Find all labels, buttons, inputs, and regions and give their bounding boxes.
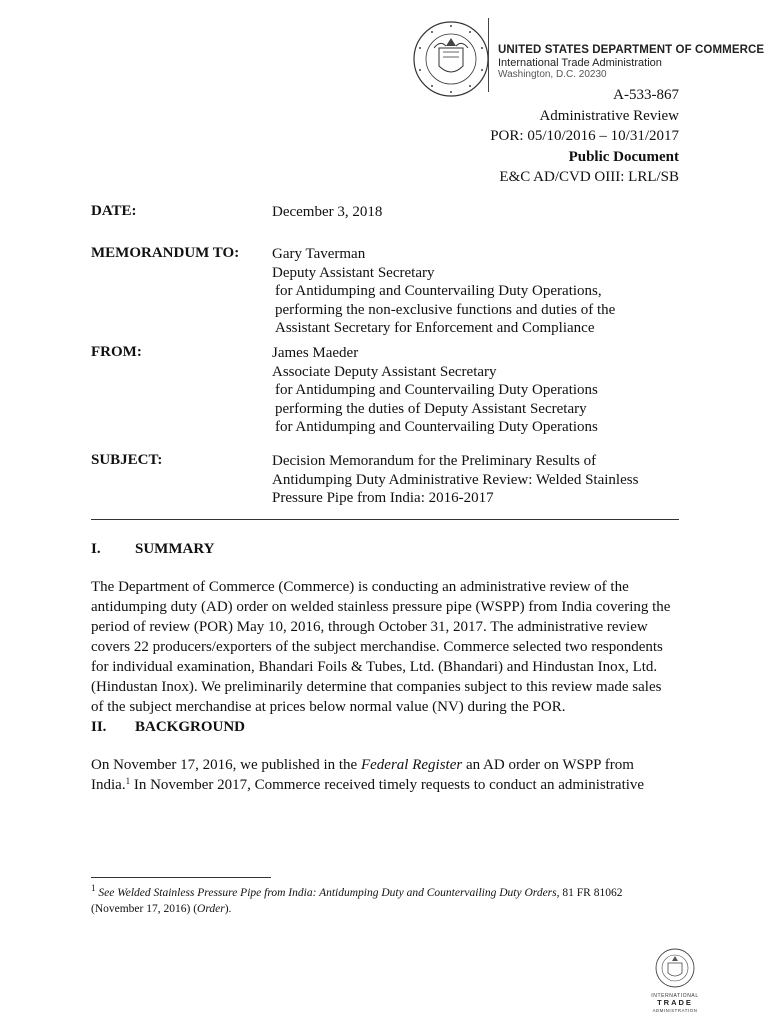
paragraph-line: covers 22 producers/exporters of the subject merchandise. Commerce selected two respondents <box>91 639 663 655</box>
section-heading-summary <box>91 541 214 558</box>
to-line: performing the non-exclusive functions and duties of the <box>275 301 616 318</box>
footnote-number: 1 <box>91 883 96 893</box>
period-of-review: POR: 05/10/2016 – 10/31/2017 <box>490 128 679 144</box>
background-paragraph <box>91 755 686 795</box>
subject-line: Antidumping Duty Administrative Review: Welded Stainless <box>272 471 639 488</box>
department-of-commerce-seal-icon <box>410 18 492 100</box>
document-classification: Public Document <box>568 148 679 165</box>
from-line: for Antidumping and Countervailing Duty Operations <box>275 382 598 399</box>
agency-unit: International Trade Administration <box>498 56 662 69</box>
office-code: E&C AD/CVD OIII: LRL/SB <box>499 169 679 185</box>
paragraph-line: for individual examination, Bhandari Foils & Tubes, Ltd. (Bhandari) and Hindustan Inox, Ltd. <box>91 659 658 675</box>
from-line: performing the duties of Deputy Assistant Secretary <box>275 400 587 417</box>
agency-address: Washington, D.C. 20230 <box>498 69 607 80</box>
subject-line: Pressure Pipe from India: 2016-2017 <box>272 490 494 507</box>
to-line: Deputy Assistant Secretary <box>272 264 435 281</box>
paragraph-line: India.$^1$ In November 2017, Commerce received timely requests to conduct an administrative <box>91 776 645 793</box>
summary-paragraph <box>91 577 686 717</box>
logo-line-3: ADMINISTRATION <box>652 1008 698 1013</box>
header-divider <box>488 18 489 92</box>
memorandum-to-label: MEMORANDUM TO: <box>91 245 240 261</box>
logo-line-1: INTERNATIONAL <box>651 993 699 999</box>
date-label: DATE: <box>91 203 137 219</box>
agency-name: UNITED STATES DEPARTMENT OF COMMERCE <box>498 44 765 56</box>
subject-line: Decision Memorandum for the Preliminary Results of <box>272 453 597 469</box>
reference-block <box>490 85 679 188</box>
agency-block <box>498 44 764 82</box>
logo-line-2: TRADE <box>657 998 693 1007</box>
paragraph-line: period of review (POR) May 10, 2016, through October 31, 2017. The administrative review <box>91 619 648 635</box>
subject-label: SUBJECT: <box>91 452 163 468</box>
footnote-divider <box>91 877 271 878</box>
footnote <box>91 885 622 917</box>
subject-value <box>272 452 638 508</box>
footnote-reference[interactable]: 1 <box>125 776 131 786</box>
paragraph-line: (Hindustan Inox). We preliminarily determine that companies subject to this review made sales <box>91 679 662 695</box>
paragraph-line: antidumping duty (AD) order on welded stainless pressure pipe (WSPP) from India covering the <box>91 599 671 615</box>
section-number: I. <box>91 541 101 557</box>
to-line: Gary Taverman <box>272 246 366 262</box>
memorandum-to-value <box>272 245 615 338</box>
from-line: James Maeder <box>272 345 359 361</box>
date-value: December 3, 2018 <box>272 204 383 220</box>
to-line: for Antidumping and Countervailing Duty Operations, <box>275 283 602 300</box>
from-label: FROM: <box>91 344 142 360</box>
to-line: Assistant Secretary for Enforcement and Compliance <box>275 320 595 337</box>
paragraph-line: The Department of Commerce (Commerce) is conducting an administrative review of the <box>91 579 629 595</box>
ita-logo-icon <box>643 946 707 1016</box>
paragraph-line: of the subject merchandise at prices below normal value (NV) during the POR. <box>91 699 566 715</box>
footnote-line: $^1$ See Welded Stainless Pressure Pipe from India: Antidumping Duty and Countervailing Duty Orders, 81 FR 81062 <box>91 883 623 899</box>
from-value <box>272 344 598 437</box>
section-heading-background <box>91 719 245 736</box>
section-title: SUMMARY <box>135 541 215 557</box>
from-line: Associate Deputy Assistant Secretary <box>272 363 497 380</box>
federal-register-title: Federal Register <box>360 757 463 773</box>
from-line: for Antidumping and Countervailing Duty Operations <box>275 419 598 436</box>
section-title: BACKGROUND <box>135 719 246 735</box>
review-type: Administrative Review <box>539 107 679 124</box>
paragraph-line: On November 17, 2016, we published in the Federal Register an AD order on WSPP from <box>91 757 634 773</box>
case-number: A-533-867 <box>613 87 679 103</box>
section-number: II. <box>91 719 107 735</box>
memo-divider <box>91 519 679 520</box>
footnote-line: (November 17, 2016) (Order). <box>91 903 232 915</box>
